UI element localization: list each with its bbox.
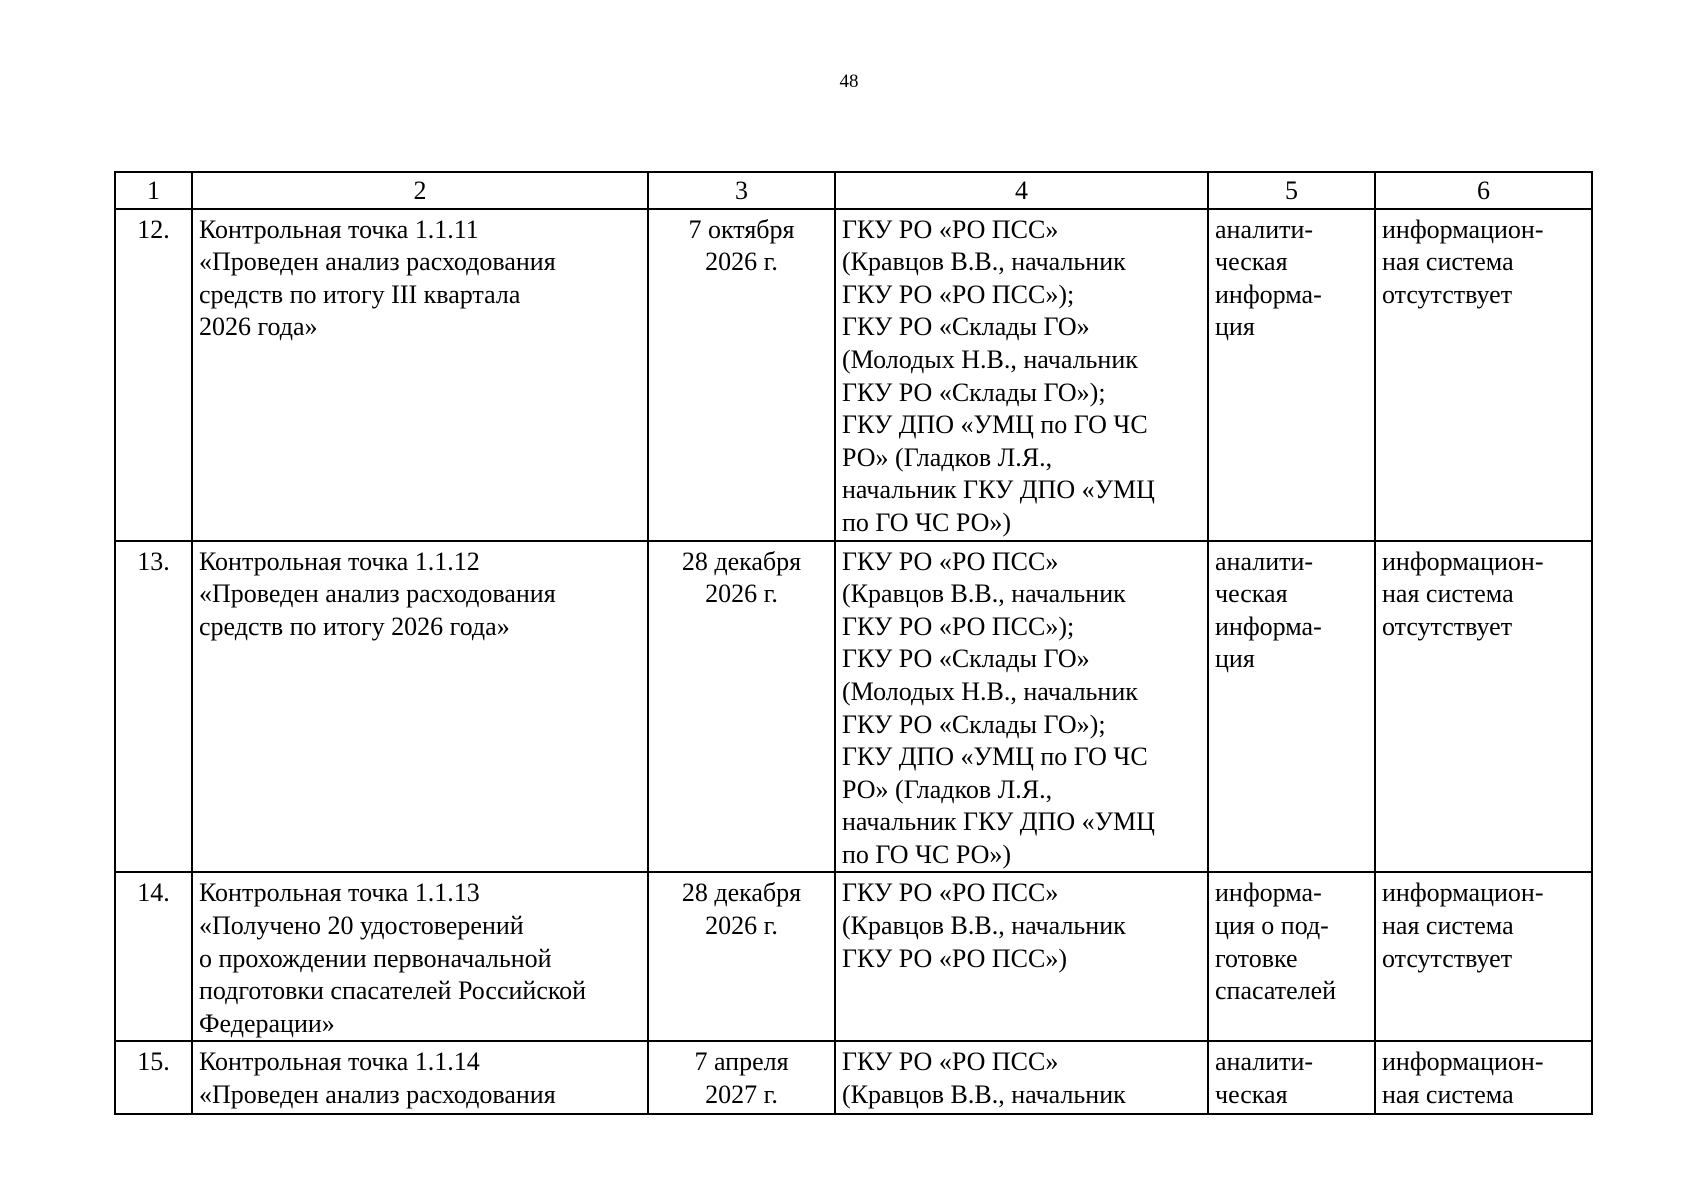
column-header: 1 <box>115 172 192 209</box>
text-line: (Кравцов В.В., начальник <box>842 247 1126 277</box>
text-line: по ГО ЧС РО») <box>842 507 1012 537</box>
control-point-name <box>192 209 648 541</box>
text-line: отсутствует <box>1382 279 1513 309</box>
text-line: ГКУ РО «Склады ГО» <box>842 644 1090 674</box>
text-line: (Кравцов В.В., начальник <box>842 1080 1126 1110</box>
text-line: средств по итогу III квартала <box>199 279 521 309</box>
text-line: ГКУ РО «РО ПСС» <box>842 214 1059 244</box>
table-row <box>115 872 1592 1041</box>
text-line: ческая <box>1215 1080 1288 1110</box>
text-line: ция о под- <box>1215 911 1329 941</box>
text-line: «Проведен анализ расходования <box>199 1080 556 1110</box>
text-line: ция <box>1215 312 1255 342</box>
control-point-name <box>192 541 648 873</box>
text-line: 7 октября <box>688 214 795 244</box>
text-line: 28 декабря <box>681 546 802 576</box>
text-line: информа- <box>1215 279 1322 309</box>
text-line: 7 апреля <box>694 1047 789 1077</box>
text-line: спасателей <box>1215 976 1337 1006</box>
document-type <box>1208 1041 1375 1114</box>
text-line: 2027 г. <box>705 1080 778 1110</box>
table-row <box>115 209 1592 541</box>
text-line: Контрольная точка 1.1.12 <box>199 546 480 576</box>
responsible <box>835 1041 1208 1114</box>
text-line: ГКУ ДПО «УМЦ по ГО ЧС <box>842 410 1148 440</box>
text-line: ГКУ ДПО «УМЦ по ГО ЧС <box>842 742 1148 772</box>
information-system <box>1375 541 1592 873</box>
text-line: о прохождении первоначальной <box>199 943 552 973</box>
page-number: 48 <box>839 71 859 92</box>
text-line: 2026 г. <box>705 579 778 609</box>
text-line: ная система <box>1382 247 1514 277</box>
document-type <box>1208 541 1375 873</box>
text-line: Контрольная точка 1.1.13 <box>199 878 480 908</box>
information-system <box>1375 1041 1592 1114</box>
text-line: ция <box>1215 644 1255 674</box>
text-line: РО» (Гладков Л.Я., <box>842 442 1053 472</box>
column-header: 3 <box>648 172 835 209</box>
text-line: начальник ГКУ ДПО «УМЦ <box>842 475 1155 505</box>
text-line: информацион- <box>1382 546 1544 576</box>
text-line: ГКУ РО «РО ПСС»); <box>842 279 1075 309</box>
text-line: средств по итогу 2026 года» <box>199 611 510 641</box>
due-date <box>648 872 835 1041</box>
text-line: 2026 г. <box>705 247 778 277</box>
text-line: информа- <box>1215 611 1322 641</box>
text-line: ная система <box>1382 579 1514 609</box>
text-line: ГКУ РО «Склады ГО»); <box>842 709 1106 739</box>
text-line: 28 декабря <box>681 878 802 908</box>
text-line: по ГО ЧС РО») <box>842 839 1012 869</box>
document-type <box>1208 209 1375 541</box>
due-date <box>648 1041 835 1114</box>
column-header: 2 <box>192 172 648 209</box>
table-row <box>115 541 1592 873</box>
text-line: готовке <box>1215 943 1298 973</box>
due-date <box>648 541 835 873</box>
information-system <box>1375 209 1592 541</box>
column-header: 4 <box>835 172 1208 209</box>
text-line: ГКУ РО «РО ПСС» <box>842 546 1059 576</box>
text-line: «Проведен анализ расходования <box>199 247 556 277</box>
text-line: аналити- <box>1215 1047 1314 1077</box>
text-line: ная система <box>1382 1080 1514 1110</box>
text-line: (Кравцов В.В., начальник <box>842 911 1126 941</box>
responsible <box>835 541 1208 873</box>
text-line: Контрольная точка 1.1.14 <box>199 1047 480 1077</box>
document-type <box>1208 872 1375 1041</box>
text-line: отсутствует <box>1382 943 1513 973</box>
text-line: информацион- <box>1382 214 1544 244</box>
text-line: Федерации» <box>199 1008 335 1038</box>
text-line: «Проведен анализ расходования <box>199 579 556 609</box>
text-line: (Кравцов В.В., начальник <box>842 579 1126 609</box>
text-line: аналити- <box>1215 546 1314 576</box>
text-line: РО» (Гладков Л.Я., <box>842 774 1053 804</box>
text-line: ГКУ РО «Склады ГО»); <box>842 377 1106 407</box>
text-line: информацион- <box>1382 1047 1544 1077</box>
text-line: 2026 года» <box>199 312 318 342</box>
column-header: 6 <box>1375 172 1592 209</box>
row-number: 15. <box>115 1041 192 1114</box>
text-line: (Молодых Н.В., начальник <box>842 676 1138 706</box>
text-line: аналити- <box>1215 214 1314 244</box>
text-line: информацион- <box>1382 878 1544 908</box>
responsible <box>835 872 1208 1041</box>
row-number: 14. <box>115 872 192 1041</box>
text-line: подготовки спасателей Российской <box>199 976 587 1006</box>
text-line: ГКУ РО «РО ПСС» <box>842 878 1059 908</box>
table-header-row <box>115 172 1592 209</box>
row-number: 13. <box>115 541 192 873</box>
text-line: ГКУ РО «РО ПСС») <box>842 943 1067 973</box>
control-point-name <box>192 872 648 1041</box>
text-line: ческая <box>1215 579 1288 609</box>
information-system <box>1375 872 1592 1041</box>
table-row <box>115 1041 1592 1114</box>
text-line: начальник ГКУ ДПО «УМЦ <box>842 807 1155 837</box>
row-number: 12. <box>115 209 192 541</box>
text-line: ная система <box>1382 911 1514 941</box>
text-line: Контрольная точка 1.1.11 <box>199 214 479 244</box>
text-line: информа- <box>1215 878 1322 908</box>
text-line: ГКУ РО «Склады ГО» <box>842 312 1090 342</box>
due-date <box>648 209 835 541</box>
text-line: (Молодых Н.В., начальник <box>842 344 1138 374</box>
column-header: 5 <box>1208 172 1375 209</box>
control-points-table <box>114 171 1593 1115</box>
text-line: ГКУ РО «РО ПСС» <box>842 1047 1059 1077</box>
text-line: отсутствует <box>1382 611 1513 641</box>
text-line: «Получено 20 удостоверений <box>199 911 524 941</box>
responsible <box>835 209 1208 541</box>
text-line: ческая <box>1215 247 1288 277</box>
control-point-name <box>192 1041 648 1114</box>
text-line: 2026 г. <box>705 911 778 941</box>
text-line: ГКУ РО «РО ПСС»); <box>842 611 1075 641</box>
